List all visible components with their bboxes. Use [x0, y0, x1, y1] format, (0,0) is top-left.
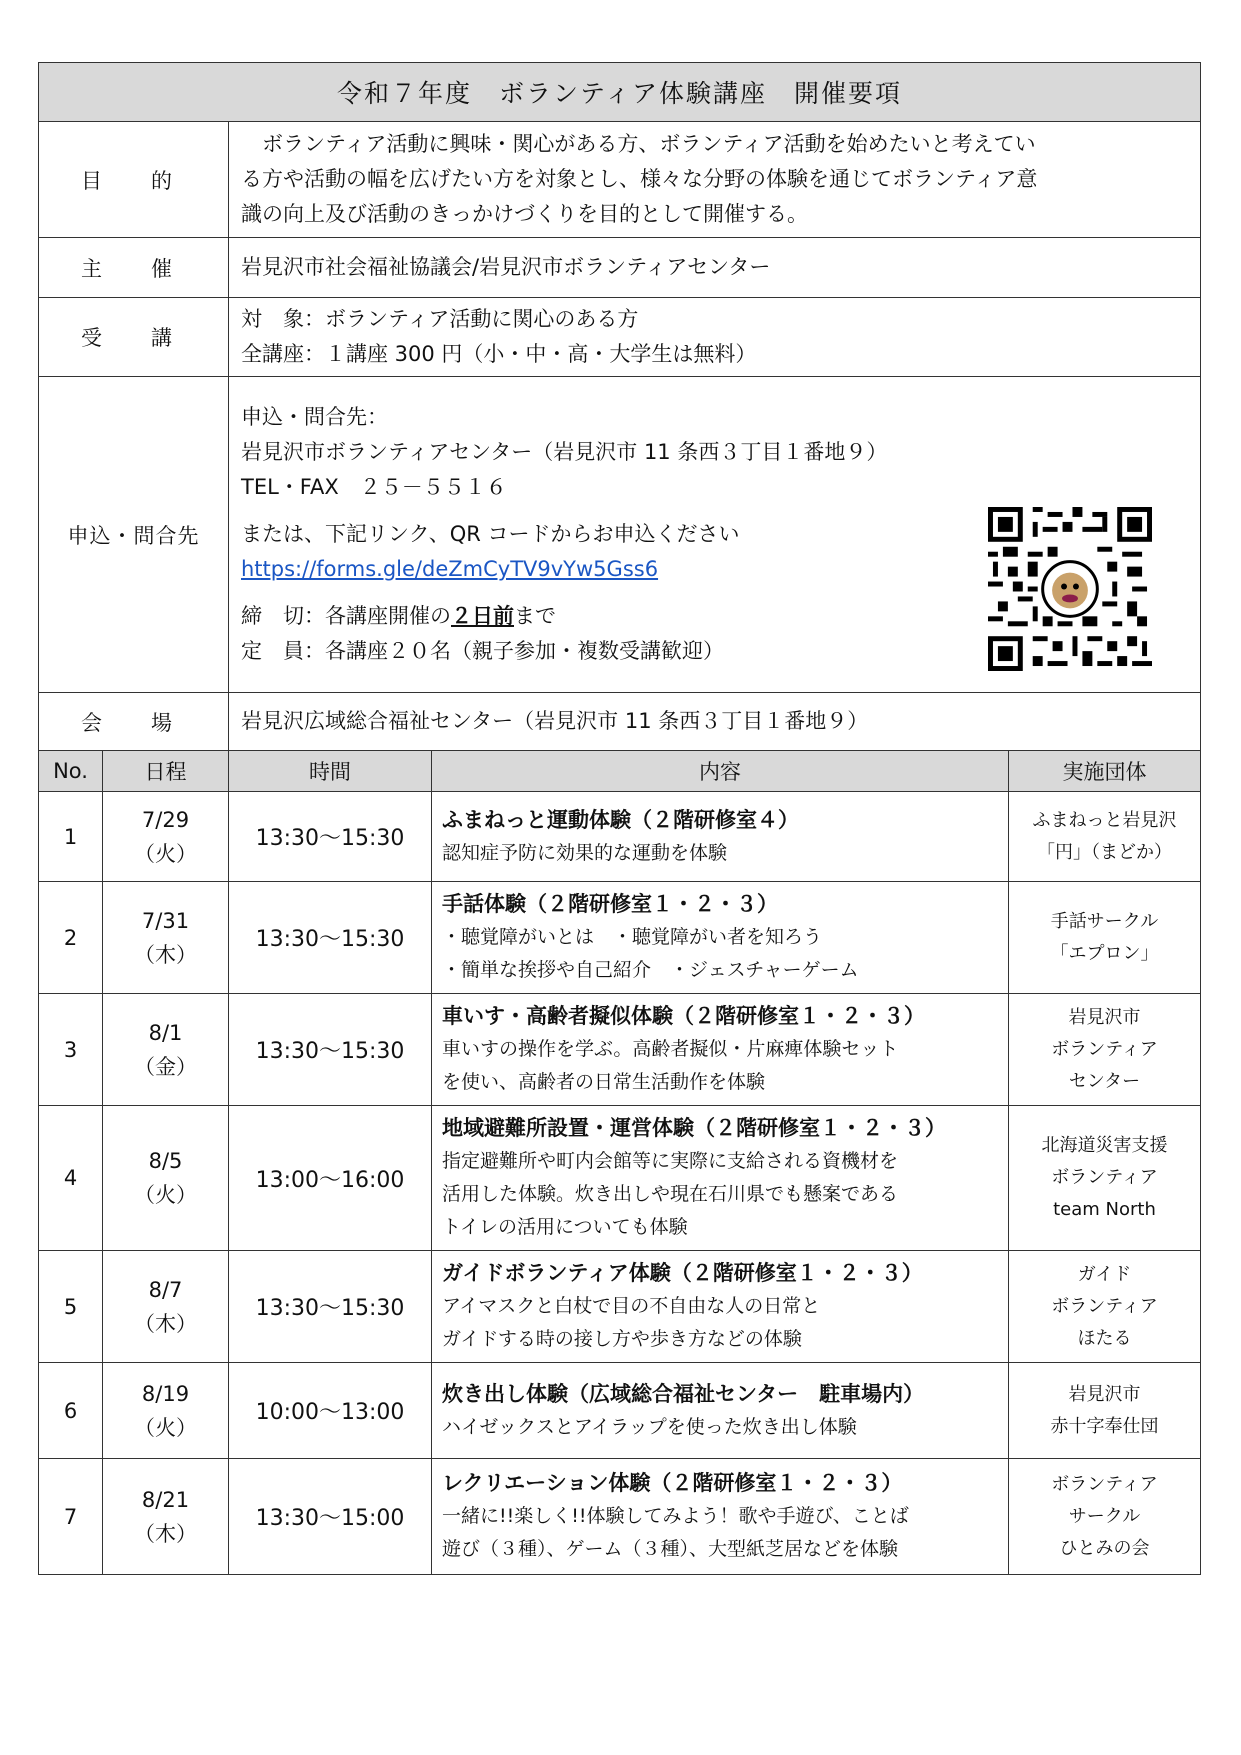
row-organizer-line: ボランティア: [1051, 1167, 1158, 1188]
attend-value: [229, 298, 1201, 377]
row-content-line: 指定避難所や町内会館等に実際に支給される資機材を: [442, 1150, 899, 1172]
row-organizer-line: ふまねっと岩見沢: [1032, 809, 1177, 831]
row-time: 13:30～15:30: [229, 1251, 432, 1363]
row-date-value: 8/5: [148, 1149, 183, 1173]
col-header-content: 内容: [432, 751, 1009, 792]
row-time: 13:30～15:00: [229, 1459, 432, 1575]
row-date-value: 7/31: [141, 908, 190, 933]
row-weekday: （木）: [134, 942, 197, 967]
purpose-label: 目 的: [39, 122, 229, 238]
col-header-time: 時間: [229, 751, 432, 792]
purpose-line: る方や活動の幅を広げたい方を対象とし、様々な分野の体験を通じてボランティア意: [241, 167, 1038, 191]
row-date-value: 7/29: [141, 807, 190, 832]
row-organizer: [1009, 1363, 1201, 1459]
row-date-value: 8/19: [141, 1381, 190, 1406]
row-organizer-line: ひとみの会: [1059, 1537, 1150, 1559]
host-value: 岩見沢市社会福祉協議会/岩見沢市ボランティアセンター: [229, 238, 1201, 298]
host-label: 主 催: [39, 238, 229, 298]
row-content-title: ガイドボランティア体験（２階研修室１・２・３）: [442, 1261, 923, 1285]
row-content-title: 手話体験（２階研修室１・２・３）: [442, 892, 778, 916]
purpose-line: 識の向上及び活動のきっかけづくりを目的として開催する。: [241, 202, 808, 226]
row-organizer: [1009, 994, 1201, 1106]
page-title: 令和７年度 ボランティア体験講座 開催要項: [39, 63, 1201, 122]
row-weekday: （火）: [134, 1183, 197, 1207]
row-date: [103, 1459, 229, 1575]
row-organizer-line: ボランティア: [1051, 1295, 1158, 1317]
row-organizer-line: 「エプロン」: [1050, 942, 1159, 964]
row-content-line: 車いすの操作を学ぶ。高齢者擬似・片麻痺体験セット: [442, 1038, 899, 1060]
apply-center: 岩見沢市ボランティアセンター（岩見沢市 11 条西３丁目１番地９）: [241, 440, 888, 464]
row-content-line: ハイゼックスとアイラップを使った炊き出し体験: [442, 1415, 857, 1438]
row-organizer: [1009, 1251, 1201, 1363]
row-weekday: （火）: [134, 1415, 197, 1440]
row-content-line: 活用した体験。炊き出しや現在石川県でも懸案である: [442, 1183, 899, 1205]
row-content-line: 認知症予防に効果的な運動を体験: [442, 841, 728, 864]
row-time: 13:30～15:30: [229, 882, 432, 994]
row-organizer-line: ボランティア: [1051, 1473, 1158, 1495]
apply-value: [229, 377, 1201, 693]
guidelines-table: [38, 62, 1201, 751]
row-number: 4: [39, 1106, 103, 1251]
row-content-title: 地域避難所設置・運営体験（２階研修室１・２・３）: [442, 1116, 946, 1140]
attend-target: 対 象：ボランティア活動に関心のある方: [241, 307, 639, 331]
row-weekday: （火）: [134, 841, 197, 866]
apply-online: または、下記リンク、QR コードからお申込ください: [241, 522, 740, 546]
row-organizer: [1009, 792, 1201, 882]
row-organizer-line: ほたる: [1077, 1327, 1132, 1349]
row-organizer-line: 岩見沢市: [1068, 1383, 1141, 1405]
table-row: [39, 1459, 1201, 1575]
row-organizer-line: 手話サークル: [1050, 910, 1159, 932]
schedule-table: [38, 750, 1201, 1575]
row-organizer-line: 岩見沢市: [1068, 1006, 1141, 1028]
row-content: [432, 792, 1009, 882]
row-weekday: （金）: [134, 1054, 197, 1079]
row-organizer: [1009, 1106, 1201, 1251]
row-organizer-line: サークル: [1068, 1505, 1141, 1527]
apply-heading: 申込・問合先：: [241, 405, 388, 429]
row-organizer: [1009, 882, 1201, 994]
row-number: 3: [39, 994, 103, 1106]
row-organizer-line: 「円」（まどか）: [1037, 841, 1172, 863]
row-number: 2: [39, 882, 103, 994]
row-content-line: を使い、高齢者の日常生活動作を体験: [442, 1071, 766, 1093]
row-date-value: 8/1: [148, 1020, 183, 1045]
table-row: [39, 1251, 1201, 1363]
row-content: [432, 882, 1009, 994]
row-content-line: 一緒に!!楽しく!!体験してみよう！歌や手遊び、ことば: [442, 1505, 909, 1527]
row-content: [432, 1363, 1009, 1459]
row-weekday: （木）: [134, 1521, 197, 1546]
row-organizer-line: 北海道災害支援: [1041, 1135, 1168, 1156]
row-organizer-line: 赤十字奉仕団: [1050, 1415, 1159, 1437]
row-time: 13:30～15:30: [229, 792, 432, 882]
row-content: [432, 1251, 1009, 1363]
row-number: 7: [39, 1459, 103, 1575]
row-time: 10:00～13:00: [229, 1363, 432, 1459]
row-content: [432, 1106, 1009, 1251]
row-number: 6: [39, 1363, 103, 1459]
apply-deadline: 締 切：各講座開催の２日前まで: [241, 604, 556, 628]
qr-code-icon[interactable]: [988, 507, 1152, 671]
row-date-value: 8/21: [141, 1487, 190, 1512]
row-organizer-line: team North: [1053, 1199, 1156, 1220]
deadline-emphasis: ２日前: [451, 604, 514, 628]
row-organizer: [1009, 1459, 1201, 1575]
row-time: 13:30～15:30: [229, 994, 432, 1106]
col-header-date: 日程: [103, 751, 229, 792]
attend-fee: 全講座：１講座 300 円（小・中・高・大学生は無料）: [241, 342, 757, 366]
row-content-title: 炊き出し体験（広域総合福祉センター 駐車場内）: [442, 1381, 925, 1406]
attend-label: 受 講: [39, 298, 229, 377]
row-organizer-line: ボランティア: [1051, 1038, 1158, 1060]
purpose-text: [229, 122, 1201, 238]
table-row: [39, 792, 1201, 882]
table-row: [39, 994, 1201, 1106]
row-content-line: ・聴覚障がいとは ・聴覚障がい者を知ろう: [442, 926, 823, 948]
row-number: 5: [39, 1251, 103, 1363]
row-content-line: ガイドする時の接し方や歩き方などの体験: [442, 1328, 802, 1350]
row-date: [103, 882, 229, 994]
row-content-title: レクリエーション体験（２階研修室１・２・３）: [442, 1471, 903, 1495]
apply-capacity: 定 員：各講座２０名（親子参加・複数受講歓迎）: [241, 639, 724, 663]
row-organizer-line: センター: [1068, 1070, 1141, 1092]
row-content-title: 車いす・高齢者擬似体験（２階研修室１・２・３）: [442, 1004, 925, 1028]
row-content-line: アイマスクと白杖で目の不自由な人の日常と: [442, 1295, 821, 1317]
event-guidelines-sheet: [38, 62, 1200, 1575]
purpose-line: ボランティア活動に興味・関心がある方、ボランティア活動を始めたいと考えてい: [241, 132, 1036, 156]
schedule-rows: [39, 792, 1201, 1575]
row-content-line: トイレの活用についても体験: [442, 1216, 688, 1238]
col-header-org: 実施団体: [1009, 751, 1201, 792]
row-date: [103, 994, 229, 1106]
row-time: 13:00～16:00: [229, 1106, 432, 1251]
row-content-line: 遊び（３種）、ゲーム（３種）、大型紙芝居などを体験: [442, 1538, 899, 1560]
col-header-no: No.: [39, 751, 103, 792]
row-content: [432, 1459, 1009, 1575]
apply-form-link[interactable]: https://forms.gle/deZmCyTV9vYw5Gss6: [241, 557, 659, 581]
venue-value: 岩見沢広域総合福祉センター（岩見沢市 11 条西３丁目１番地９）: [229, 693, 1201, 751]
row-date: [103, 792, 229, 882]
row-content: [432, 994, 1009, 1106]
table-row: [39, 1363, 1201, 1459]
table-row: [39, 882, 1201, 994]
row-number: 1: [39, 792, 103, 882]
venue-label: 会 場: [39, 693, 229, 751]
row-date: [103, 1106, 229, 1251]
row-date: [103, 1363, 229, 1459]
row-organizer-line: ガイド: [1077, 1263, 1132, 1285]
table-row: [39, 1106, 1201, 1251]
row-date-value: 8/7: [148, 1277, 183, 1302]
apply-tel: TEL・FAX ２５－５５１６: [241, 475, 507, 499]
apply-label: 申込・問合先: [39, 377, 229, 693]
row-content-title: ふまねっと運動体験（２階研修室４）: [442, 807, 799, 832]
row-content-line: ・簡単な挨拶や自己紹介 ・ジェスチャーゲーム: [442, 959, 859, 981]
row-weekday: （木）: [134, 1311, 197, 1336]
row-date: [103, 1251, 229, 1363]
